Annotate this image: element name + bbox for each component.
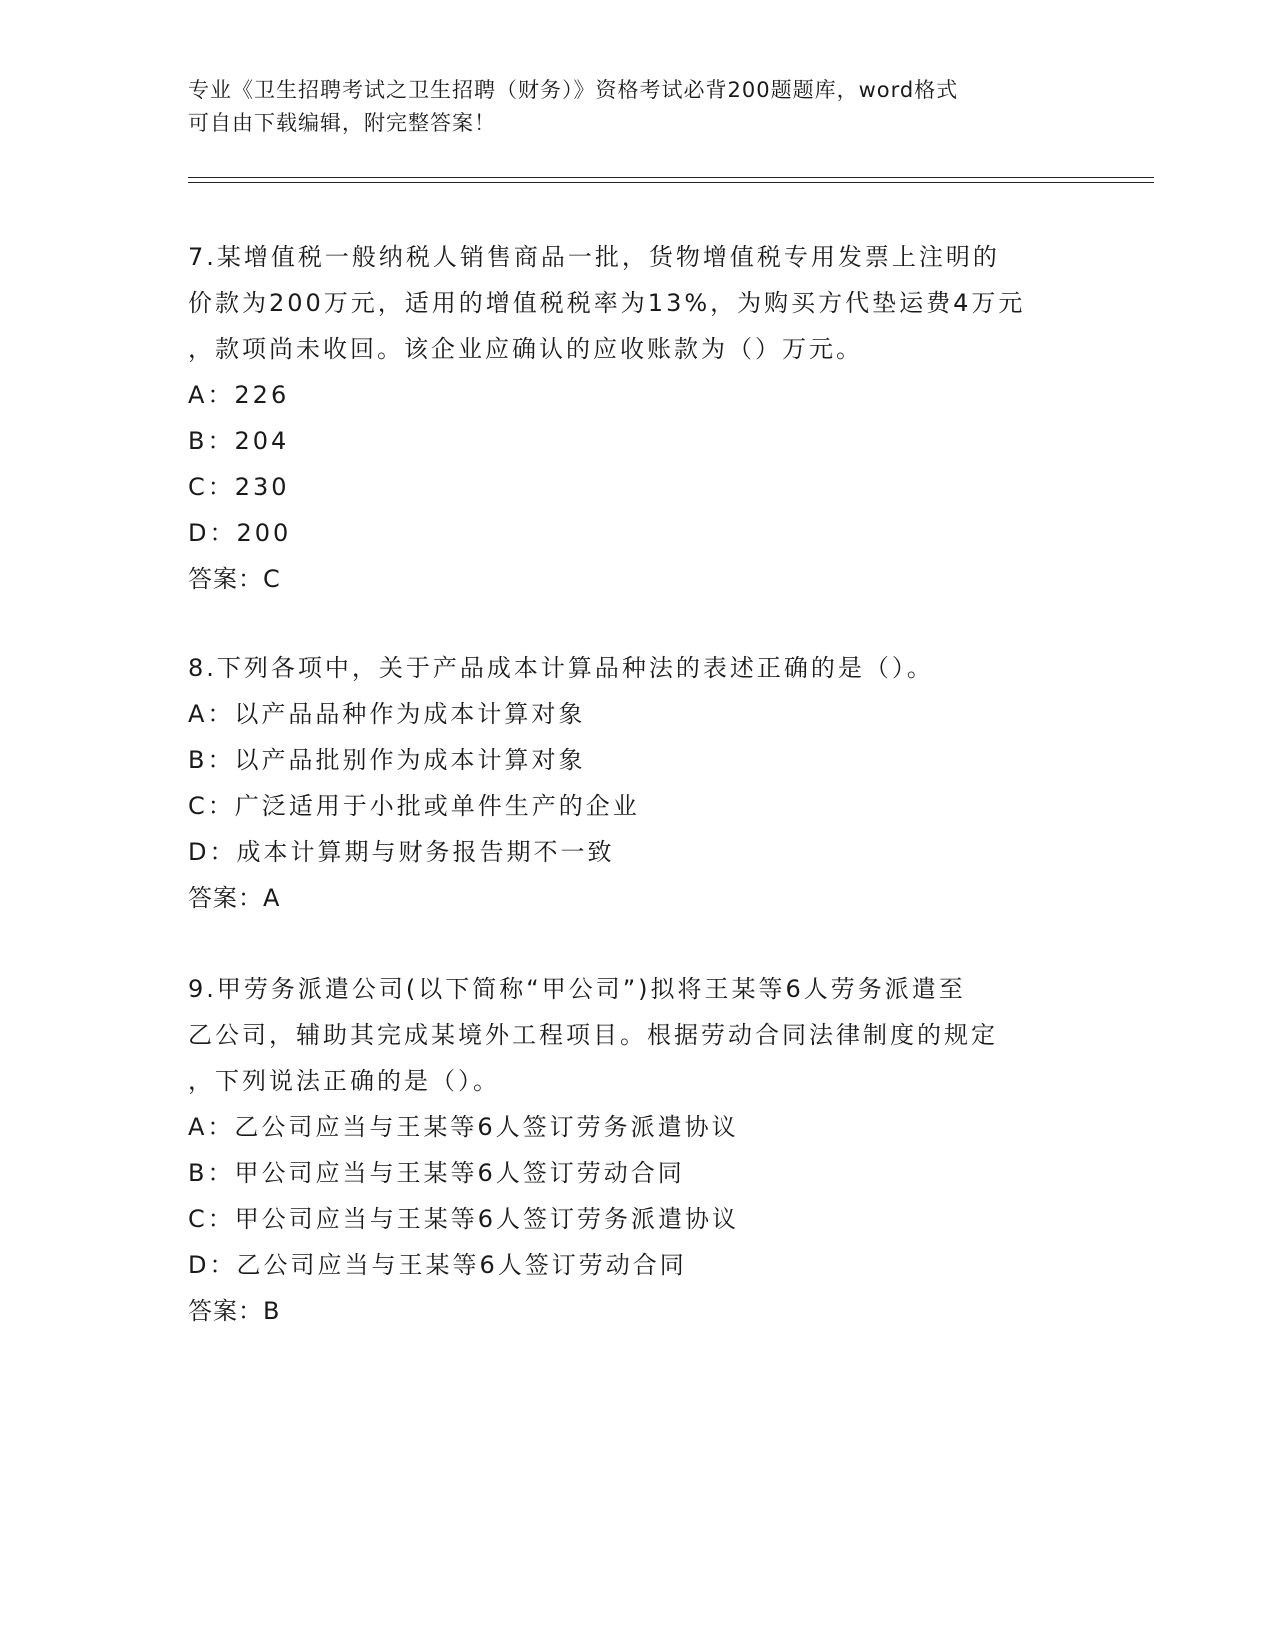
question-stem-line: ，下列说法正确的是（）。 bbox=[188, 1067, 500, 1095]
header-divider-top bbox=[188, 177, 1154, 178]
header-line-2: 可自由下载编辑，附完整答案！ bbox=[188, 111, 496, 135]
question-stem-line: 7.某增值税一般纳税人销售商品一批，货物增值税专用发票上注明的 bbox=[188, 243, 1000, 271]
option-d: D：200 bbox=[188, 519, 292, 547]
question-9 bbox=[188, 966, 1088, 1334]
question-8 bbox=[188, 645, 1088, 921]
answer: 答案：A bbox=[188, 884, 281, 912]
option-d: D：成本计算期与财务报告期不一致 bbox=[188, 838, 615, 866]
question-stem-line: 9.甲劳务派遣公司(以下简称“甲公司”)拟将王某等6人劳务派遣至 bbox=[188, 975, 966, 1003]
question-7 bbox=[188, 234, 1088, 602]
answer: 答案：B bbox=[188, 1297, 281, 1325]
option-c: C：230 bbox=[188, 473, 290, 501]
header-line-1: 专业《卫生招聘考试之卫生招聘（财务）》资格考试必背200题题库，word格式 bbox=[188, 78, 959, 102]
option-b: B：以产品批别作为成本计算对象 bbox=[188, 746, 586, 774]
option-a: A：乙公司应当与王某等6人签订劳务派遣协议 bbox=[188, 1113, 739, 1141]
question-stem-line: ，款项尚未收回。该企业应确认的应收账款为（）万元。 bbox=[188, 335, 863, 363]
option-a: A：226 bbox=[188, 381, 290, 409]
question-stem-line: 8.下列各项中，关于产品成本计算品种法的表述正确的是（）。 bbox=[188, 654, 934, 682]
answer: 答案：C bbox=[188, 565, 281, 593]
question-stem-line: 乙公司，辅助其完成某境外工程项目。根据劳动合同法律制度的规定 bbox=[188, 1021, 998, 1049]
option-b: B：甲公司应当与王某等6人签订劳动合同 bbox=[188, 1159, 685, 1187]
question-stem-line: 价款为200万元，适用的增值税税率为13%，为购买方代垫运费4万元 bbox=[188, 289, 1026, 317]
option-c: C：广泛适用于小批或单件生产的企业 bbox=[188, 792, 640, 820]
option-a: A：以产品品种作为成本计算对象 bbox=[188, 700, 586, 728]
option-b: B：204 bbox=[188, 427, 290, 455]
option-c: C：甲公司应当与王某等6人签订劳务派遣协议 bbox=[188, 1205, 740, 1233]
option-d: D：乙公司应当与王某等6人签订劳动合同 bbox=[188, 1251, 687, 1279]
header-divider-bottom bbox=[188, 182, 1154, 183]
document-header bbox=[188, 74, 1068, 140]
